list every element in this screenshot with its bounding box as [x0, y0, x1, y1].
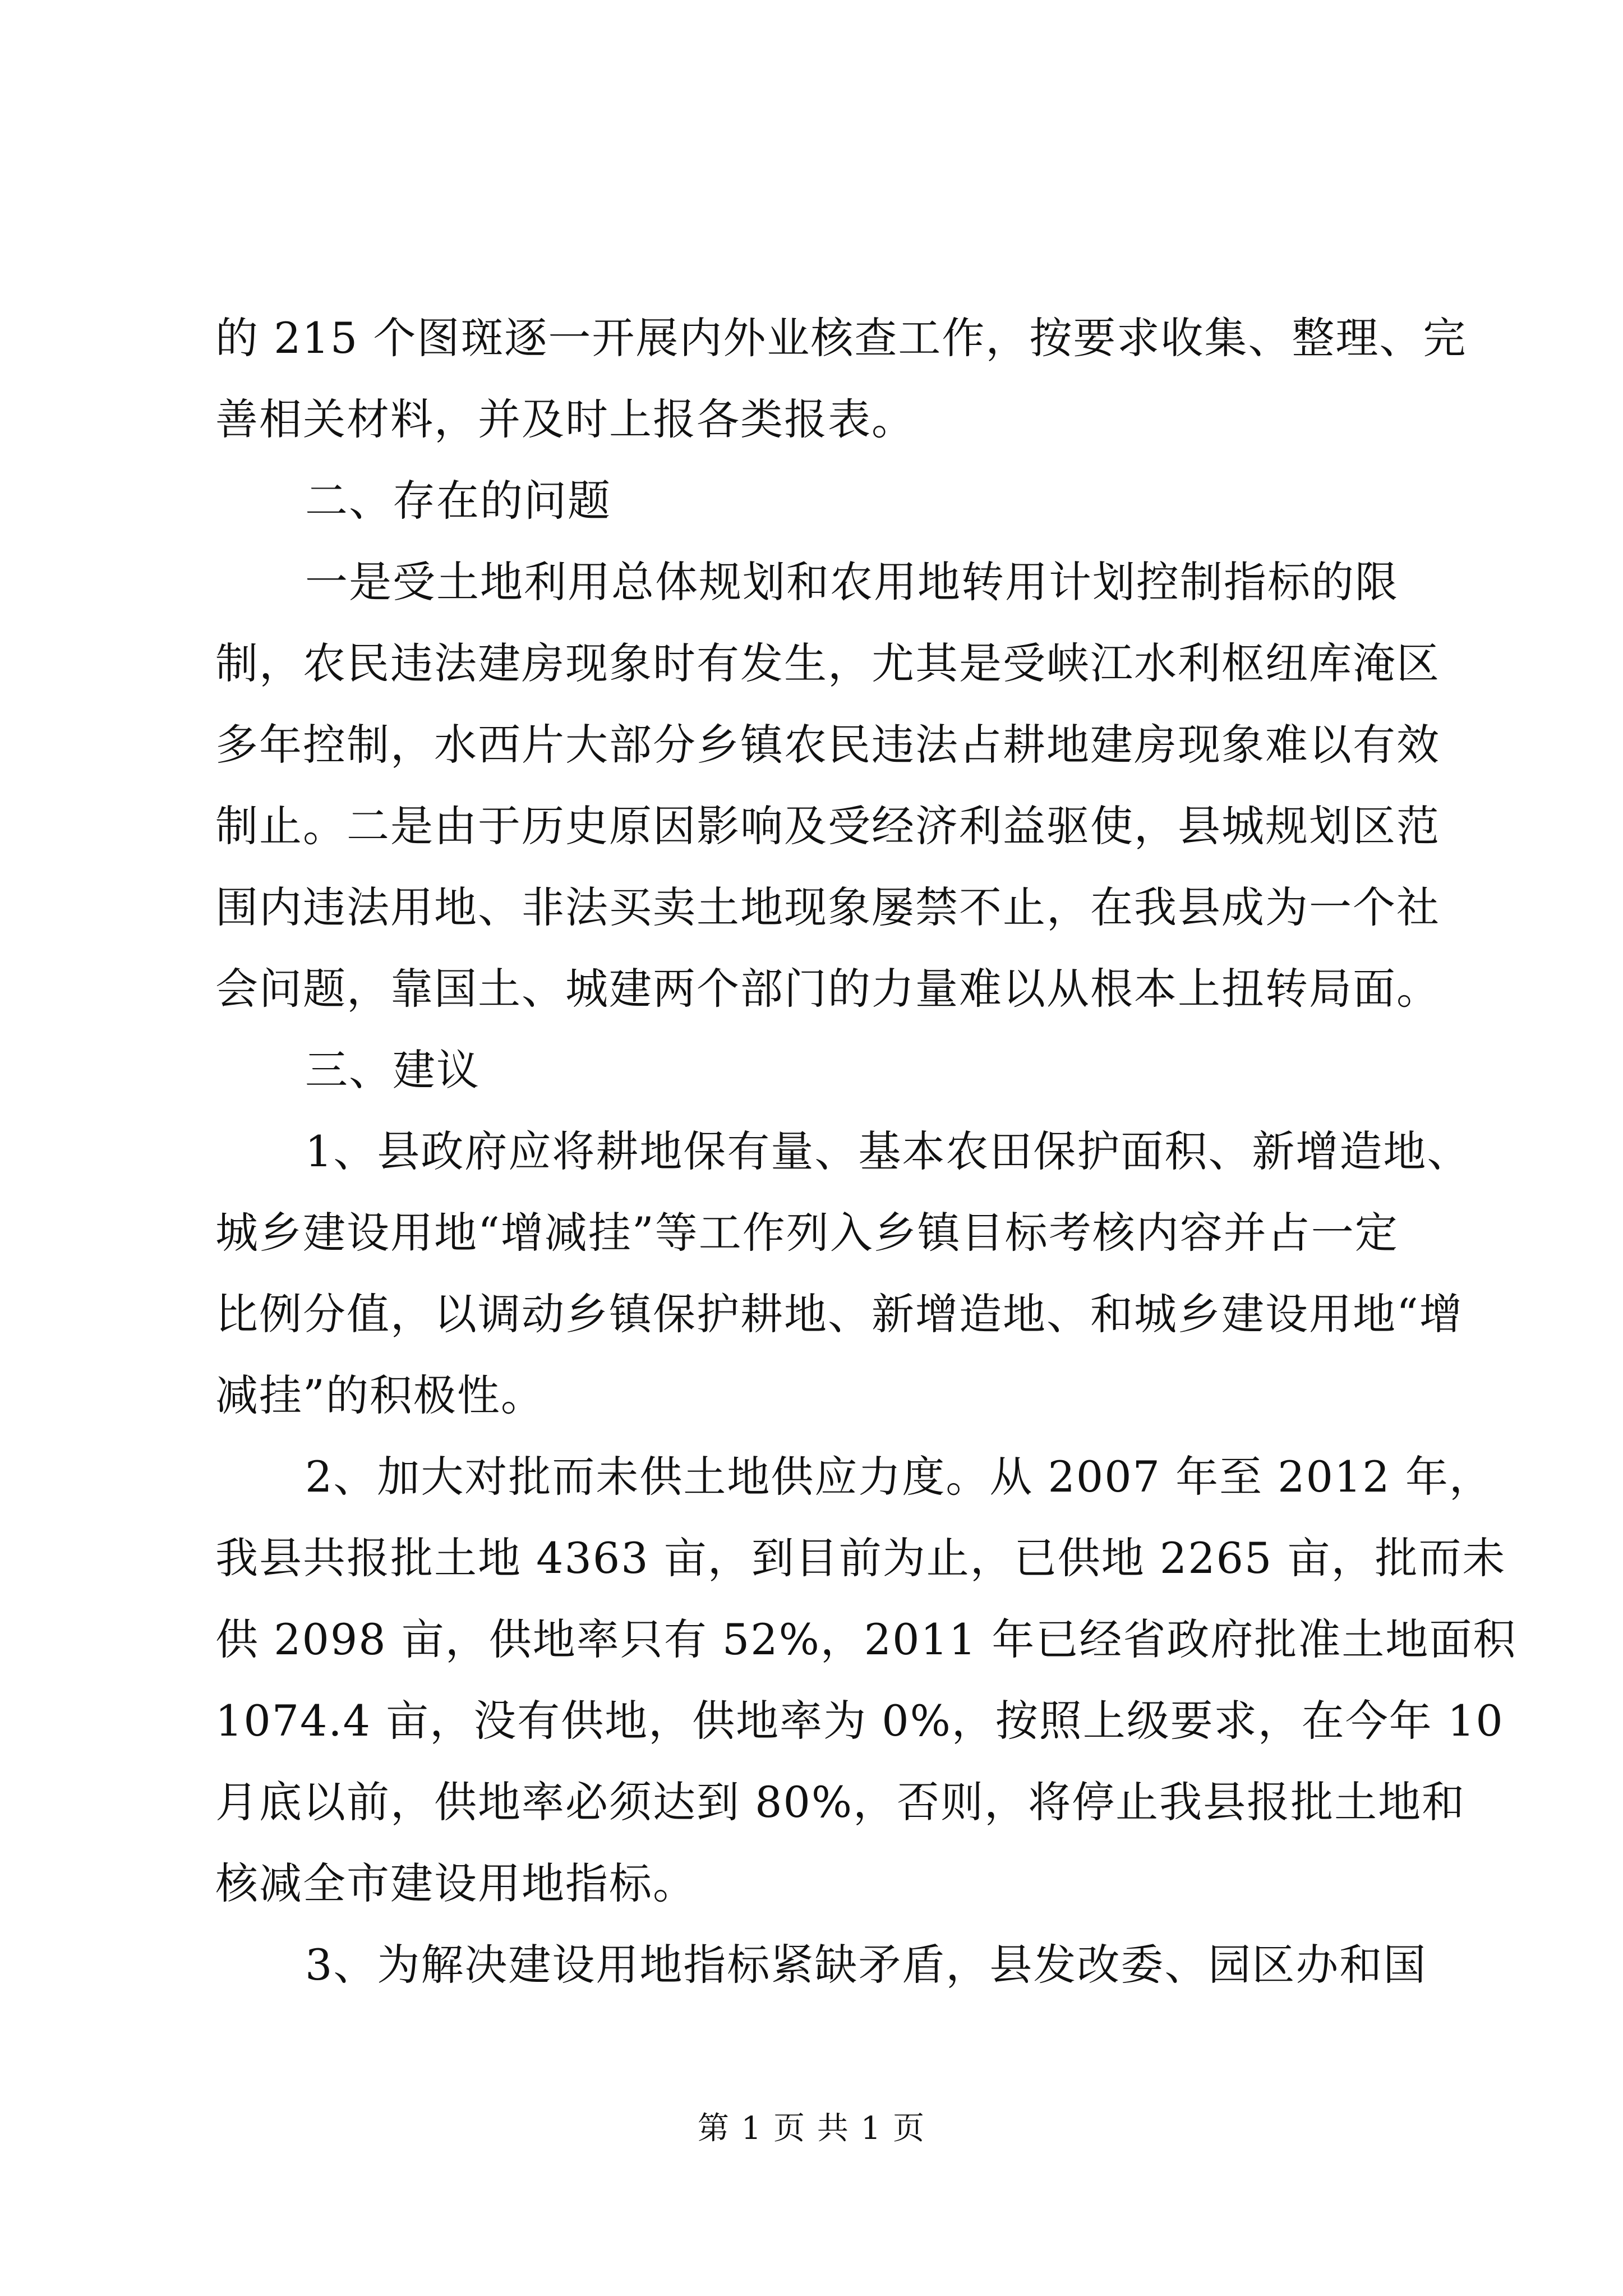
text-line: 减挂”的积极性。	[215, 1370, 545, 1420]
text-line: 会问题，靠国土、城建两个部门的力量难以从根本上扭转局面。	[215, 964, 1440, 1014]
text-line: 城乡建设用地“增减挂”等工作列入乡镇目标考核内容并占一定	[215, 1208, 1399, 1258]
text-line: 3、为解决建设用地指标紧缺矛盾，县发改委、园区办和国	[305, 1940, 1427, 1990]
text-line: 一是受土地利用总体规划和农用地转用计划控制指标的限	[305, 557, 1399, 607]
text-line: 月底以前，供地率必须达到 80%，否则，将停止我县报批土地和	[215, 1777, 1466, 1827]
text-line: 比例分值，以调动乡镇保护耕地、新增造地、和城乡建设用地“增	[215, 1289, 1463, 1339]
text-line: 制，农民违法建房现象时有发生，尤其是受峡江水利枢纽库淹区	[215, 638, 1440, 688]
page-footer: 第 1 页 共 1 页	[697, 2110, 926, 2147]
text-line: 制止。二是由于历史原因影响及受经济利益驱使，县城规划区范	[215, 801, 1440, 851]
text-line: 我县共报批土地 4363 亩，到目前为止，已供地 2265 亩，批而未	[215, 1533, 1506, 1583]
document-body	[215, 297, 1517, 2005]
text-line: 2、加大对批而未供土地供应力度。从 2007 年至 2012 年，	[305, 1452, 1493, 1502]
text-line: 善相关材料，并及时上报各类报表。	[215, 394, 915, 444]
text-line: 多年控制，水西片大部分乡镇农民违法占耕地建房现象难以有效	[215, 720, 1440, 770]
text-line: 核减全市建设用地指标。	[215, 1858, 697, 1908]
text-line: 围内违法用地、非法买卖土地现象屡禁不止，在我县成为一个社	[215, 882, 1440, 932]
text-line: 1074.4 亩，没有供地，供地率为 0%，按照上级要求，在今年 10	[215, 1696, 1504, 1746]
section-heading-suggestions: 三、建议	[305, 1045, 480, 1095]
text-line: 的 215 个图斑逐一开展内外业核查工作，按要求收集、整理、完	[215, 313, 1467, 363]
text-line: 供 2098 亩，供地率只有 52%，2011 年已经省政府批准土地面积	[215, 1614, 1517, 1664]
section-heading-problems: 二、存在的问题	[305, 476, 611, 526]
text-line: 1、县政府应将耕地保有量、基本农田保护面积、新增造地、	[305, 1126, 1471, 1176]
